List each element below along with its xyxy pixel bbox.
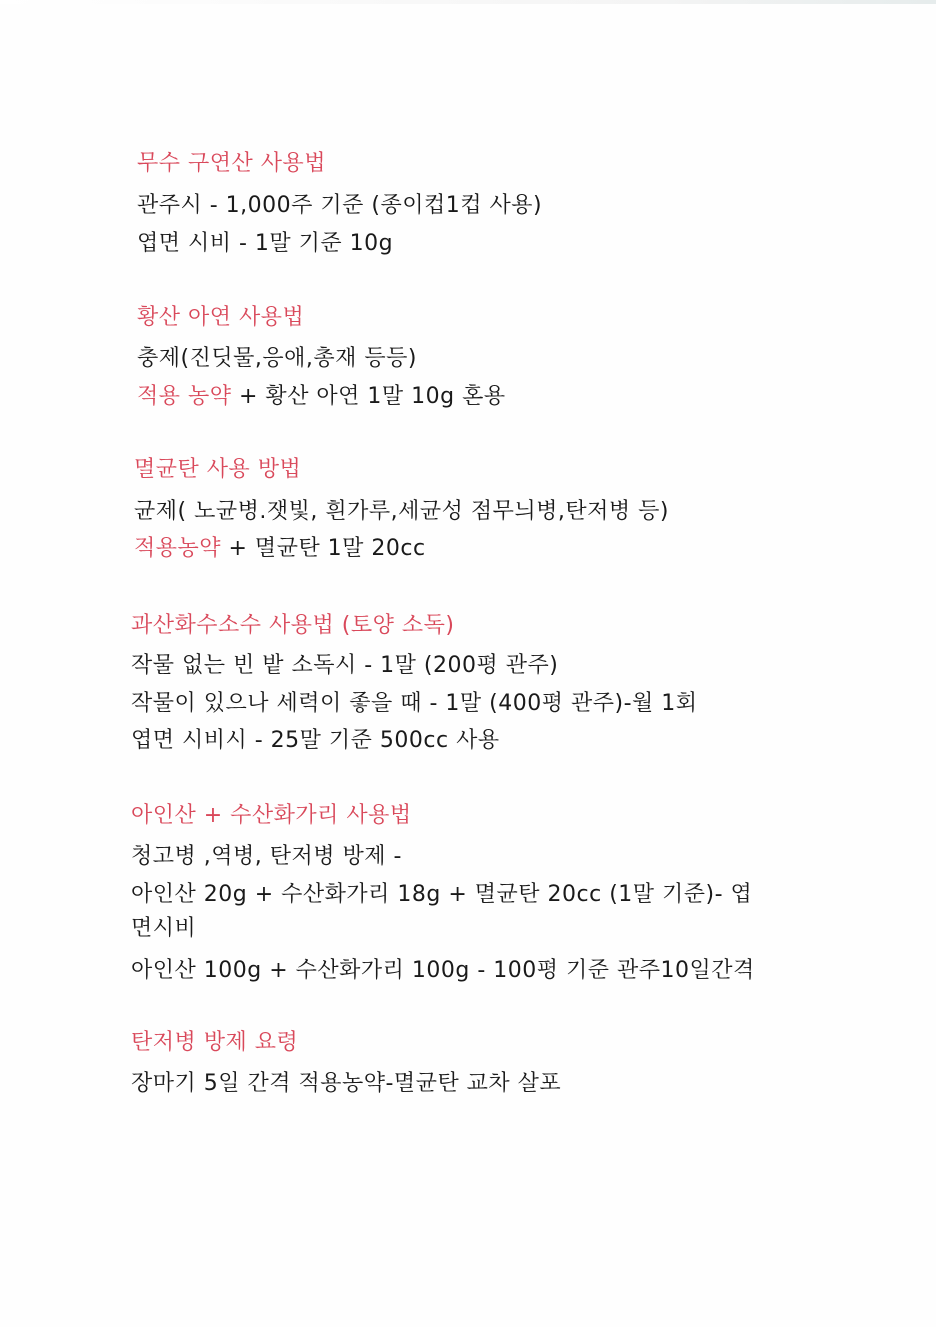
applied-pesticide-label: 적용 농약 — [137, 384, 232, 409]
section-5-line-2: 아인산 20g + 수산화가리 18g + 멸균탄 20cc (1말 기준)- 엽 — [131, 882, 753, 907]
section-3-line-1: 균제( 노균병.잿빛, 흰가루,세균성 점무늬병,탄저병 등) — [134, 499, 669, 524]
section-1-heading: 무수 구연산 사용법 — [137, 151, 327, 176]
section-5-line-4: 아인산 100g + 수산화가리 100g - 100평 기준 관주10일간격 — [131, 958, 755, 983]
section-4-heading: 과산화수소수 사용법 (토양 소독) — [131, 613, 455, 638]
section-5-line-3: 면시비 — [131, 916, 197, 941]
section-6-line-1: 장마기 5일 간격 적용농약-멸균탄 교차 살포 — [131, 1071, 562, 1096]
section-4-line-2: 작물이 있으나 세력이 좋을 때 - 1말 (400평 관주)-월 1회 — [131, 691, 698, 716]
section-4-line-3: 엽면 시비시 - 25말 기준 500cc 사용 — [131, 728, 500, 753]
section-2-heading: 황산 아연 사용법 — [137, 305, 305, 330]
section-1-line-2: 엽면 시비 - 1말 기준 10g — [137, 231, 394, 256]
section-5-heading: 아인산 + 수산화가리 사용법 — [131, 803, 412, 828]
section-5-line-1: 청고병 ,역병, 탄저병 방제 - — [131, 844, 402, 869]
section-3-mixed-line — [134, 534, 426, 564]
scan-edge — [0, 0, 936, 4]
applied-pesticide-label: 적용농약 — [134, 536, 222, 561]
section-2-mixed-line — [137, 382, 506, 412]
section-6-heading: 탄저병 방제 요령 — [131, 1030, 299, 1055]
section-2-line-1: 충제(진딧물,응애,총재 등등) — [137, 346, 417, 371]
section-3-heading: 멸균탄 사용 방법 — [134, 457, 302, 482]
section-1-line-1: 관주시 - 1,000주 기준 (종이컵1컵 사용) — [137, 193, 543, 218]
section-4-line-1: 작물 없는 빈 밭 소독시 - 1말 (200평 관주) — [131, 653, 559, 678]
section-2-mixed-text: + 황산 아연 1말 10g 혼용 — [231, 384, 506, 409]
section-3-mixed-text: + 멸균탄 1말 20cc — [221, 536, 426, 561]
